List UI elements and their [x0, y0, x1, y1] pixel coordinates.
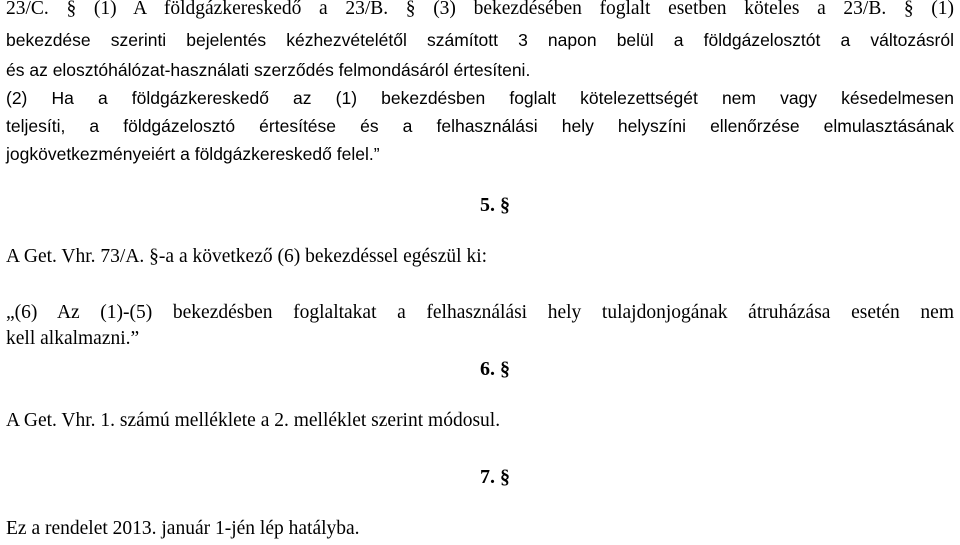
- section-4-line-1: 23/C. § (1) A földgázkereskedő a 23/B. § (3) bekezdésében foglalt esetben köteles a 23/B. § (1): [6, 0, 954, 19]
- section-7-text: Ez a rendelet 2013. január 1-jén lép hatályba.: [6, 518, 360, 539]
- section-5-intro: A Get. Vhr. 73/A. §-a a következő (6) bekezdéssel egészül ki:: [6, 246, 488, 267]
- section-4-paragraph-2-line-3: jogkövetkezményeiért a földgázkereskedő felel.”: [6, 144, 380, 164]
- section-4-paragraph-2-line-2: teljesíti, a földgázelosztó értesítése és a felhasználási hely helyszíni ellenőrzése elmulasztásának: [6, 116, 954, 136]
- section-6-text: A Get. Vhr. 1. számú melléklete a 2. melléklet szerint módosul.: [6, 410, 501, 431]
- section-4-line-3: és az elosztóhálózat-használati szerződés felmondásáról értesíteni.: [6, 60, 531, 80]
- section-5-heading: 5. §: [480, 194, 510, 216]
- section-5-quote-line-2: kell alkalmazni.”: [6, 328, 140, 349]
- section-4-paragraph-2-line-1: (2) Ha a földgázkereskedő az (1) bekezdésben foglalt kötelezettségét nem vagy késedelmesen: [6, 88, 954, 108]
- section-4-line-2: bekezdése szerinti bejelentés kézhezvételétől számított 3 napon belül a földgázelosztót a változásról: [6, 30, 954, 50]
- section-7-heading: 7. §: [480, 466, 510, 488]
- section-6-heading: 6. §: [480, 358, 510, 380]
- section-5-quote-line-1: „(6) Az (1)-(5) bekezdésben foglaltakat a felhasználási hely tulajdonjogának átruházása esetén nem: [6, 302, 954, 323]
